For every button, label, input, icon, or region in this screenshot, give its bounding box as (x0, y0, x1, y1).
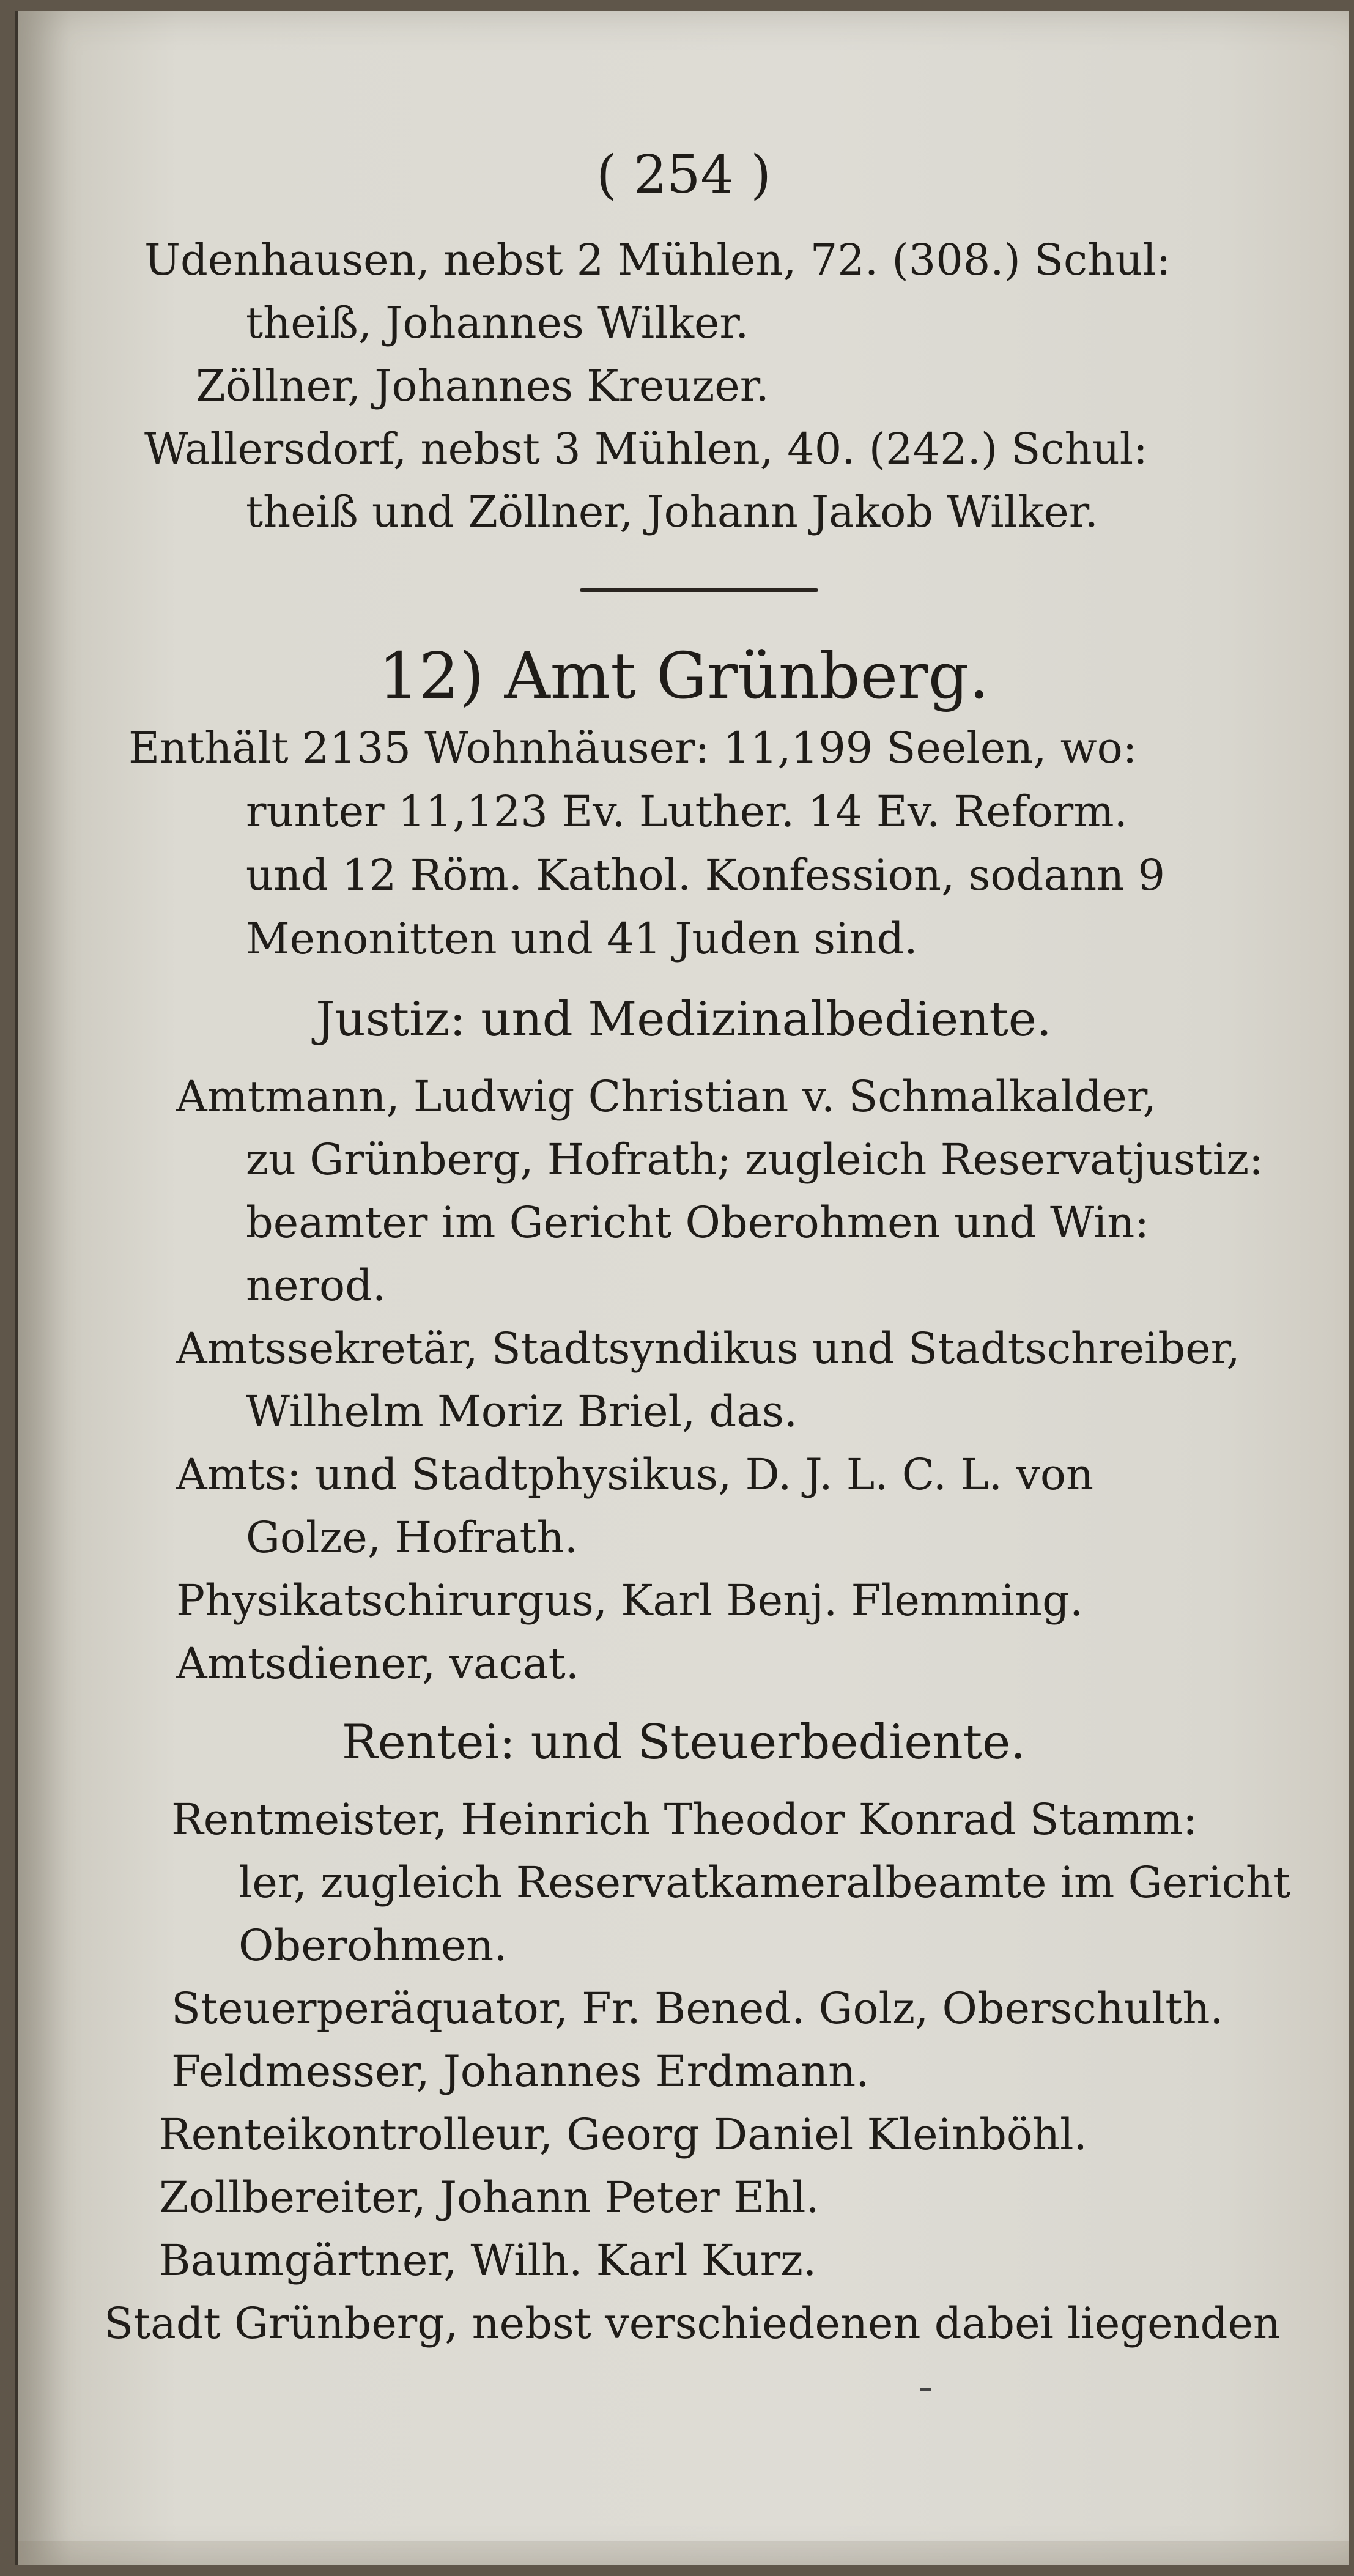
entry-line: theiß und Zöllner, Johann Jakob Wilker. (246, 487, 1098, 537)
staff-line: beamter im Gericht Oberohmen und Win: (246, 1197, 1149, 1248)
catchword-mark (920, 2388, 931, 2391)
staff-line: nerod. (246, 1260, 387, 1311)
staff-line: Renteikontrolleur, Georg Daniel Kleinböhl. (159, 2109, 1087, 2160)
book-page (15, 11, 1349, 2565)
summary-line: runter 11,123 Ev. Luther. 14 Ev. Reform. (246, 786, 1128, 837)
staff-line: Oberohmen. (239, 1920, 508, 1971)
entry-line: Udenhausen, nebst 2 Mühlen, 72. (308.) Schul: (144, 235, 1171, 285)
staff-line: Amtmann, Ludwig Christian v. Schmalkalder, (176, 1071, 1156, 1122)
staff-line: Baumgärtner, Wilh. Karl Kurz. (159, 2235, 817, 2285)
staff-line: Stadt Grünberg, nebst verschiedenen dabei liegenden (104, 2298, 1281, 2348)
entry-line: Zöllner, Johannes Kreuzer. (196, 361, 769, 411)
staff-line: Feldmesser, Johannes Erdmann. (171, 2046, 870, 2097)
entry-line: theiß, Johannes Wilker. (246, 298, 749, 348)
summary-line: Enthält 2135 Wohnhäuser: 11,199 Seelen, wo: (128, 723, 1138, 773)
summary-line: und 12 Röm. Kathol. Konfession, sodann 9 (246, 850, 1166, 900)
summary-line: Menonitten und 41 Juden sind. (246, 914, 918, 964)
section-divider (580, 588, 818, 592)
page-number: ( 254 ) (596, 144, 771, 205)
staff-line: zu Grünberg, Hofrath; zugleich Reservatjustiz: (246, 1134, 1263, 1185)
staff-line: ler, zugleich Reservatkameralbeamte im Gericht (239, 1857, 1291, 1908)
staff-line: Steuerperäquator, Fr. Bened. Golz, Oberschulth. (171, 1983, 1224, 2034)
justiz-heading: Justiz: und Medizinalbediente. (316, 992, 1052, 1047)
entry-line: Wallersdorf, nebst 3 Mühlen, 40. (242.) Schul: (144, 424, 1148, 474)
staff-line: Amtssekretär, Stadtsyndikus und Stadtschreiber, (176, 1323, 1240, 1374)
staff-line: Rentmeister, Heinrich Theodor Konrad Stamm: (171, 1794, 1197, 1845)
staff-line: Wilhelm Moriz Briel, das. (246, 1386, 798, 1437)
page-edge-shadow (18, 2541, 1349, 2565)
staff-line: Amts: und Stadtphysikus, D. J. L. C. L. von (176, 1449, 1094, 1500)
staff-line: Zollbereiter, Johann Peter Ehl. (159, 2172, 819, 2223)
staff-line: Physikatschirurgus, Karl Benj. Flemming. (176, 1575, 1084, 1626)
section-title: 12) Amt Grünberg. (378, 638, 990, 713)
staff-line: Amtsdiener, vacat. (176, 1638, 579, 1689)
rentei-heading: Rentei: und Steuerbediente. (341, 1715, 1026, 1770)
staff-line: Golze, Hofrath. (246, 1512, 579, 1563)
